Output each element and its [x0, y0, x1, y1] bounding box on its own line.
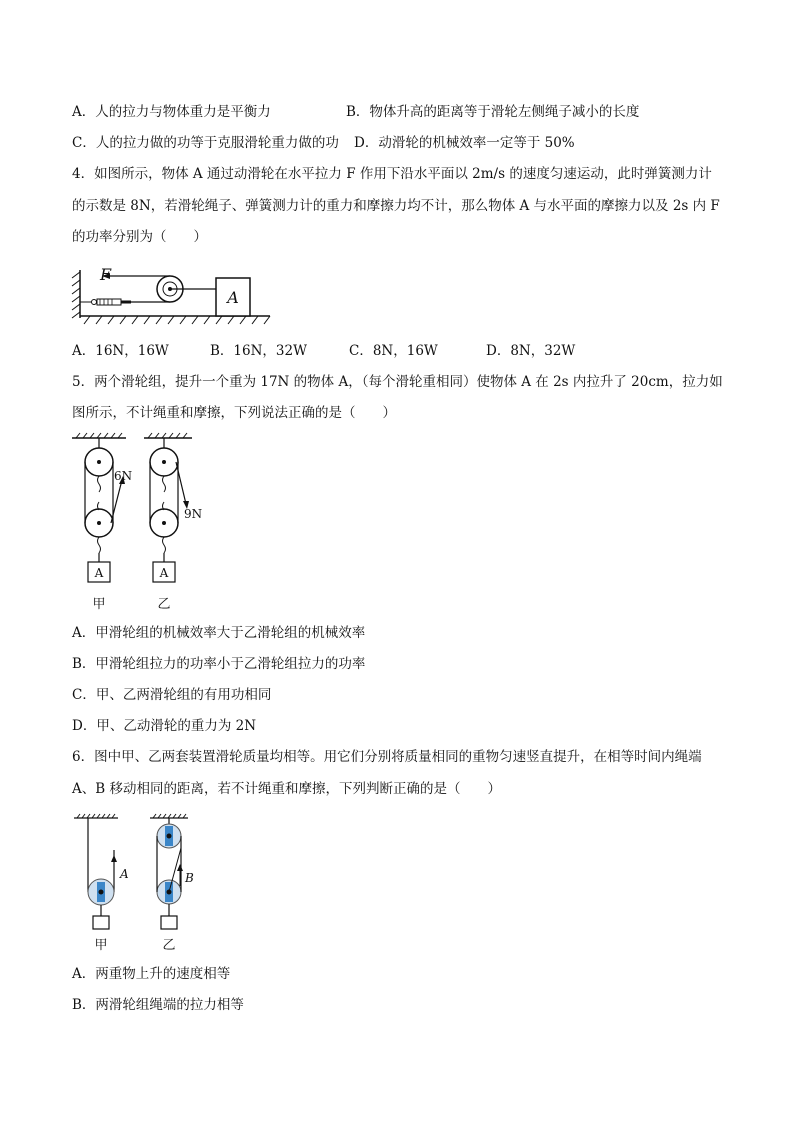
- label-force-f: F: [100, 265, 112, 284]
- q4-stem-line-3: 的功率分别为（ ）: [72, 229, 207, 245]
- label-box-a-jia: A: [94, 566, 104, 580]
- label-yi: 乙: [157, 597, 171, 612]
- system-jia: [72, 433, 132, 612]
- q5-option-d: D．甲、乙动滑轮的重力为 2N: [72, 718, 257, 734]
- wall-hatching: [72, 272, 80, 318]
- spring-scale: [92, 299, 132, 305]
- q6-option-a: A．两重物上升的速度相等: [72, 966, 231, 982]
- q4-option-b: B．16N，32W: [210, 343, 307, 359]
- q4-option-c: C．8N，16W: [349, 343, 438, 359]
- label-rope-end-b: B: [185, 871, 194, 885]
- q6-option-b: B．两滑轮组绳端的拉力相等: [72, 997, 244, 1013]
- system-yi: [144, 433, 202, 612]
- q4-stem-line-1: 4．如图所示，物体 A 通过动滑轮在水平拉力 F 作用下沿水平面以 2m/s 的速度匀速运动，此时弹簧测力计: [72, 166, 712, 182]
- label-box-a-yi: A: [159, 566, 169, 580]
- label-block-a: A: [227, 288, 239, 307]
- q5-figure-pulley-systems: [66, 430, 226, 615]
- q6-stem-line-2: A、B 移动相同的距离，若不计绳重和摩擦，下列判断正确的是（ ）: [72, 781, 501, 797]
- q4-option-d: D．8N，32W: [486, 343, 576, 359]
- label-yi: 乙: [162, 938, 176, 953]
- q4-figure-pulley-spring: [66, 258, 276, 328]
- q5-option-b: B．甲滑轮组拉力的功率小于乙滑轮组拉力的功率: [72, 656, 366, 672]
- q3-option-b: B．物体升高的距离等于滑轮左侧绳子减小的长度: [346, 104, 640, 120]
- q4-stem-line-2: 的示数是 8N，若滑轮绳子、弹簧测力计的重力和摩擦力均不计，那么物体 A 与水平面的摩擦力以及 2s 内 F: [72, 198, 720, 214]
- q6-stem-line-1: 6．图中甲、乙两套装置滑轮质量均相等。用它们分别将质量相同的重物匀速竖直提升，在相等时间内绳端: [72, 749, 702, 765]
- q5-stem-line-1: 5．两个滑轮组，提升一个重为 17N 的物体 A，（每个滑轮重相同）使物体 A 在 2s 内拉升了 20cm，拉力如: [72, 374, 723, 390]
- q3-option-d: D．动滑轮的机械效率一定等于 50%: [354, 135, 575, 151]
- q4-option-a: A．16N，16W: [72, 343, 169, 359]
- system-jia: [74, 814, 129, 953]
- q3-option-a: A．人的拉力与物体重力是平衡力: [72, 104, 271, 120]
- label-jia: 甲: [92, 597, 106, 612]
- q6-figure-pulley-systems: [66, 810, 216, 955]
- label-force-6n: 6N: [114, 469, 133, 483]
- q3-option-c: C．人的拉力做的功等于克服滑轮重力做的功: [72, 135, 339, 151]
- pull-arrow-icon: [177, 864, 183, 871]
- label-rope-end-a: A: [120, 867, 129, 881]
- label-jia: 甲: [94, 938, 108, 953]
- system-yi: [150, 814, 194, 953]
- ground-hatching: [84, 316, 270, 324]
- q5-stem-line-2: 图所示，不计绳重和摩擦，下列说法正确的是（ ）: [72, 405, 396, 421]
- pull-arrow-icon: [111, 855, 117, 862]
- label-force-9n: 9N: [184, 507, 203, 521]
- q5-option-c: C．甲、乙两滑轮组的有用功相同: [72, 687, 272, 703]
- q5-option-a: A．甲滑轮组的机械效率大于乙滑轮组的机械效率: [72, 625, 366, 641]
